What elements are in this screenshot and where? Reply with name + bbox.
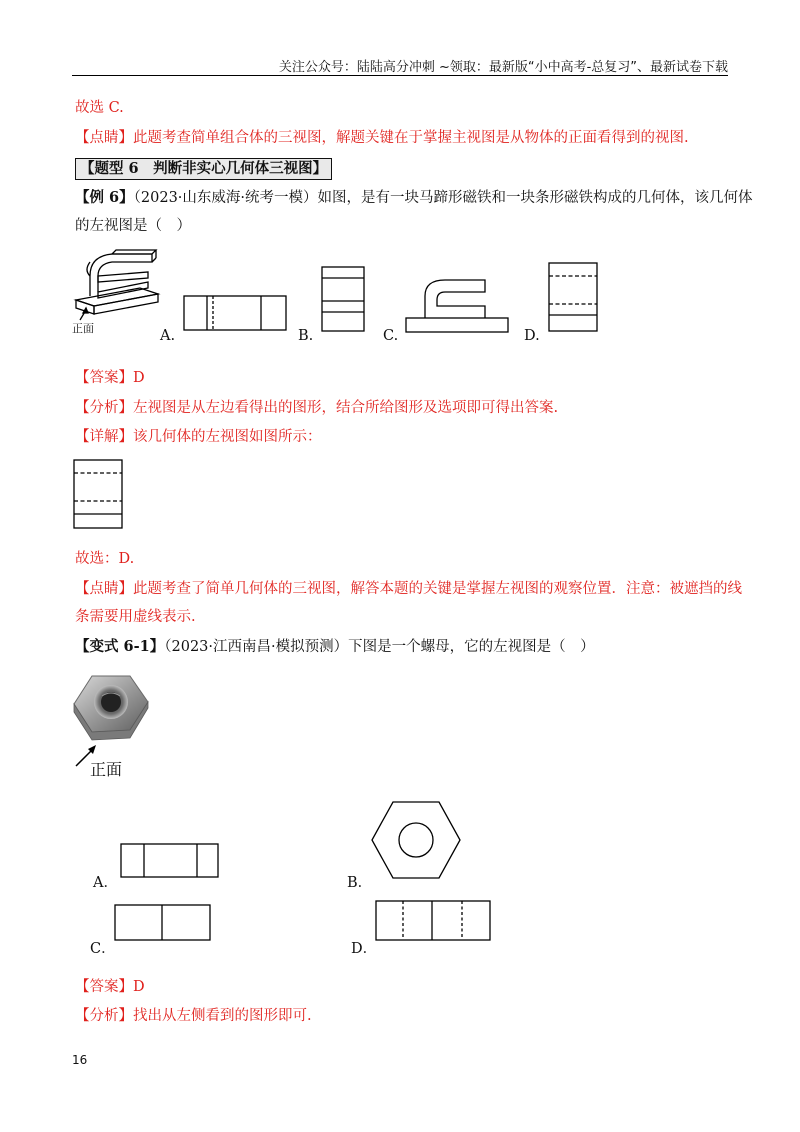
- example6-option-d[interactable]: D.: [524, 328, 540, 344]
- detail-text: 该几何体的左视图如图所示：: [133, 429, 322, 445]
- example6-option-d-figure: [548, 262, 598, 334]
- variant61-option-d-figure: [375, 900, 492, 942]
- choose-c-line: 故选 C.: [75, 100, 124, 116]
- example6-option-a-figure: [183, 295, 288, 333]
- variant61-option-a-figure: [120, 843, 220, 879]
- variant61-text: （2023·江西南昌·模拟预测）下图是一个螺母，它的左视图是（ ）: [164, 639, 595, 655]
- variant61-tag: 【变式 6-1】: [75, 638, 165, 655]
- type6-heading: [75, 158, 332, 180]
- analysis-text: 左视图是从左边看得出的图形，结合所给图形及选项即可得出答案.: [133, 400, 559, 416]
- variant61-answer-value: D: [133, 979, 145, 995]
- example6-comment-text1: 此题考查了简单几何体的三视图，解答本题的关键是掌握左视图的观察位置．注意：被遮挡的线: [133, 581, 742, 597]
- example6-line2: 的左视图是（ ）: [75, 218, 191, 234]
- example6-front-label: 正面: [72, 322, 94, 335]
- example6-option-c[interactable]: C.: [383, 328, 399, 344]
- variant61-front-label: 正面: [90, 760, 123, 779]
- example6-option-b-figure: [321, 266, 365, 332]
- variant61-analysis-text: 找出从左侧看到的图形即可.: [133, 1008, 312, 1024]
- variant61-analysis-tag: 【分析】: [75, 1008, 133, 1024]
- analysis-tag: 【分析】: [75, 400, 133, 416]
- comment-line-1: [75, 128, 689, 148]
- detail-tag: 【详解】: [75, 429, 133, 445]
- page-header: 关注公众号：陆陆高分冲刺 ~领取：最新版“小中高考-总复习”、最新试卷下载: [278, 60, 728, 75]
- example6-text1: （2023·山东威海·统考一模）如图，是有一块马蹄形磁铁和一块条形磁铁构成的几何体，该几何体: [133, 190, 753, 206]
- example6-detail-line: [75, 427, 322, 447]
- variant61-option-c[interactable]: C．: [90, 941, 116, 957]
- header-rule: [72, 75, 728, 76]
- variant61-option-a[interactable]: A．: [93, 875, 118, 891]
- example6-comment-line2: 条需要用虚线表示.: [75, 609, 196, 625]
- page-number: 16: [72, 1053, 88, 1067]
- example6-answer-line: [75, 368, 145, 388]
- comment-tag: 【点睛】: [75, 130, 133, 146]
- variant61-option-b[interactable]: B．: [347, 875, 373, 891]
- example6-comment-tag: 【点睛】: [75, 581, 133, 597]
- example6-option-b[interactable]: B.: [298, 328, 314, 344]
- example6-choose-line: 故选：D.: [75, 551, 135, 567]
- variant61-line: [75, 637, 595, 657]
- example6-option-a[interactable]: A.: [160, 328, 176, 344]
- variant61-option-d[interactable]: D．: [351, 941, 378, 957]
- variant61-answer-tag: 【答案】: [75, 979, 133, 995]
- answer-value: D: [133, 370, 145, 386]
- type6-title: 【题型 6 判断非实心几何体三视图】: [75, 158, 332, 180]
- comment-text: 此题考查简单组合体的三视图，解题关键在于掌握主视图是从物体的正面看得到的视图.: [133, 130, 689, 146]
- example6-comment-line1: [75, 579, 742, 599]
- example6-option-c-figure: [405, 276, 510, 334]
- variant61-answer-line: [75, 977, 145, 997]
- example6-line1: [75, 188, 753, 208]
- variant61-analysis-line: [75, 1006, 312, 1026]
- variant61-option-b-figure: [370, 800, 462, 882]
- example6-detail-figure: [73, 459, 123, 531]
- example6-tag: 【例 6】: [75, 189, 134, 206]
- variant61-option-c-figure: [114, 904, 212, 942]
- example6-analysis-line: [75, 398, 558, 418]
- answer-tag: 【答案】: [75, 370, 133, 386]
